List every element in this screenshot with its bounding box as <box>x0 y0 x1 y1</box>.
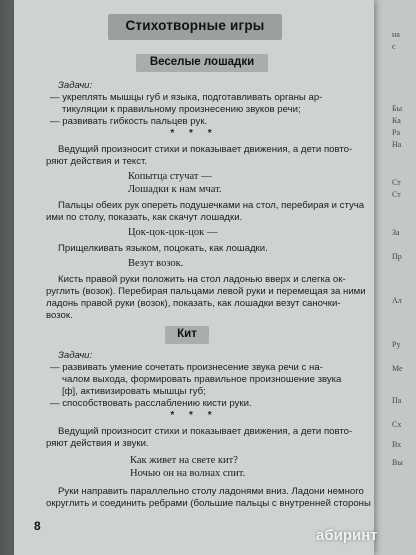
section2-task-line: — способствовать расслаблению кисти руки. <box>50 398 252 409</box>
next-page-text: Вх <box>392 440 402 449</box>
section1-tasks-label: Задачи: <box>58 80 93 91</box>
section1-paragraph-line: Прищелкивать языком, поцокать, как лошадки. <box>58 243 268 254</box>
section1-intro-line: Ведущий произносит стихи и показывает движения, а дети повто- <box>58 144 353 155</box>
section1-paragraph-line: руглить (возок). Перебирая пальцами левой руки и перемещая за ними <box>46 286 366 297</box>
section1-task-line: — развивать гибкость пальцев рук. <box>50 116 208 127</box>
section1-paragraph-line: возок. <box>46 310 73 321</box>
next-page-text: Ка <box>392 116 401 125</box>
section2-task-line: — развивать умение сочетать произнесение звука речи с на- <box>50 362 323 373</box>
next-page-text: За <box>392 228 400 237</box>
next-page-text: Ст <box>392 190 401 199</box>
next-page-text: с <box>392 42 396 51</box>
section2-task-line: чалом выхода, формировать правильное произношение звука <box>62 374 342 385</box>
next-page-text: Пр <box>392 252 402 261</box>
next-page-text: Ра <box>392 128 400 137</box>
section1-paragraph-line: Пальцы обеих рук опереть подушечками на стол, перебирая и стуча <box>58 200 365 211</box>
section1-paragraph-line: Кисть правой руки положить на стол ладонью вверх и слегка ок- <box>58 274 346 285</box>
next-page-text: Ме <box>392 364 403 373</box>
page-number: 8 <box>34 519 41 533</box>
next-page-text: Вы <box>392 458 403 467</box>
section2-intro-line: Ведущий произносит стихи и показывает движения, а дети повто- <box>58 426 353 437</box>
section1-intro-line: ряют действия и текст. <box>46 156 148 167</box>
section1-title: Веселые лошадки <box>149 56 255 68</box>
next-page-text: Бы <box>392 104 402 113</box>
next-page-text: Ст <box>392 178 401 187</box>
next-page-text: Сх <box>392 420 402 429</box>
next-page-text: Па <box>392 396 402 405</box>
section2-title: Кит <box>177 328 197 340</box>
section2-paragraph-line: Руки направить параллельно столу ладонями вниз. Ладони немного <box>58 486 364 497</box>
section1-task-line: тикуляции к правильному произнесению звуков речи; <box>62 104 301 115</box>
next-page-text: Ал <box>392 296 402 305</box>
separator-stars: * * * <box>170 410 218 421</box>
verse-line: Копытца стучат — <box>128 171 212 182</box>
section2-paragraph-line: округлить и соединить ребрами (большие пальцы с внутренней стороны <box>46 498 371 509</box>
next-page-text: Ру <box>392 340 401 349</box>
section2-intro-line: ряют действия и звуки. <box>46 438 149 449</box>
page-title: Стихотворные игры <box>125 18 265 33</box>
next-page <box>374 0 416 555</box>
separator-stars: * * * <box>170 128 218 139</box>
verse-line: Цок-цок-цок-цок — <box>128 227 218 238</box>
section1-paragraph-line: ими по столу, показать, как скачут лошадки. <box>46 212 243 223</box>
section2-task-line: [ф], активизировать мышцы губ; <box>62 386 206 397</box>
next-page-text: на <box>392 30 400 39</box>
verse-line: Везут возок. <box>128 258 184 269</box>
section1-task-line: — укреплять мышцы губ и языка, подготавливать органы ар- <box>50 92 323 103</box>
section2-tasks-label: Задачи: <box>58 350 93 361</box>
verse-line: Лошадки к нам мчат. <box>128 184 222 195</box>
verse-line: Как живет на свете кит? <box>130 455 238 466</box>
section1-paragraph-line: ладонь правой руки (возок), показать, как лошадки везут саночки- <box>46 298 341 309</box>
next-page-text: На <box>392 140 402 149</box>
verse-line: Ночью он на волнах спит. <box>130 468 246 479</box>
watermark: абиринт <box>316 527 378 544</box>
